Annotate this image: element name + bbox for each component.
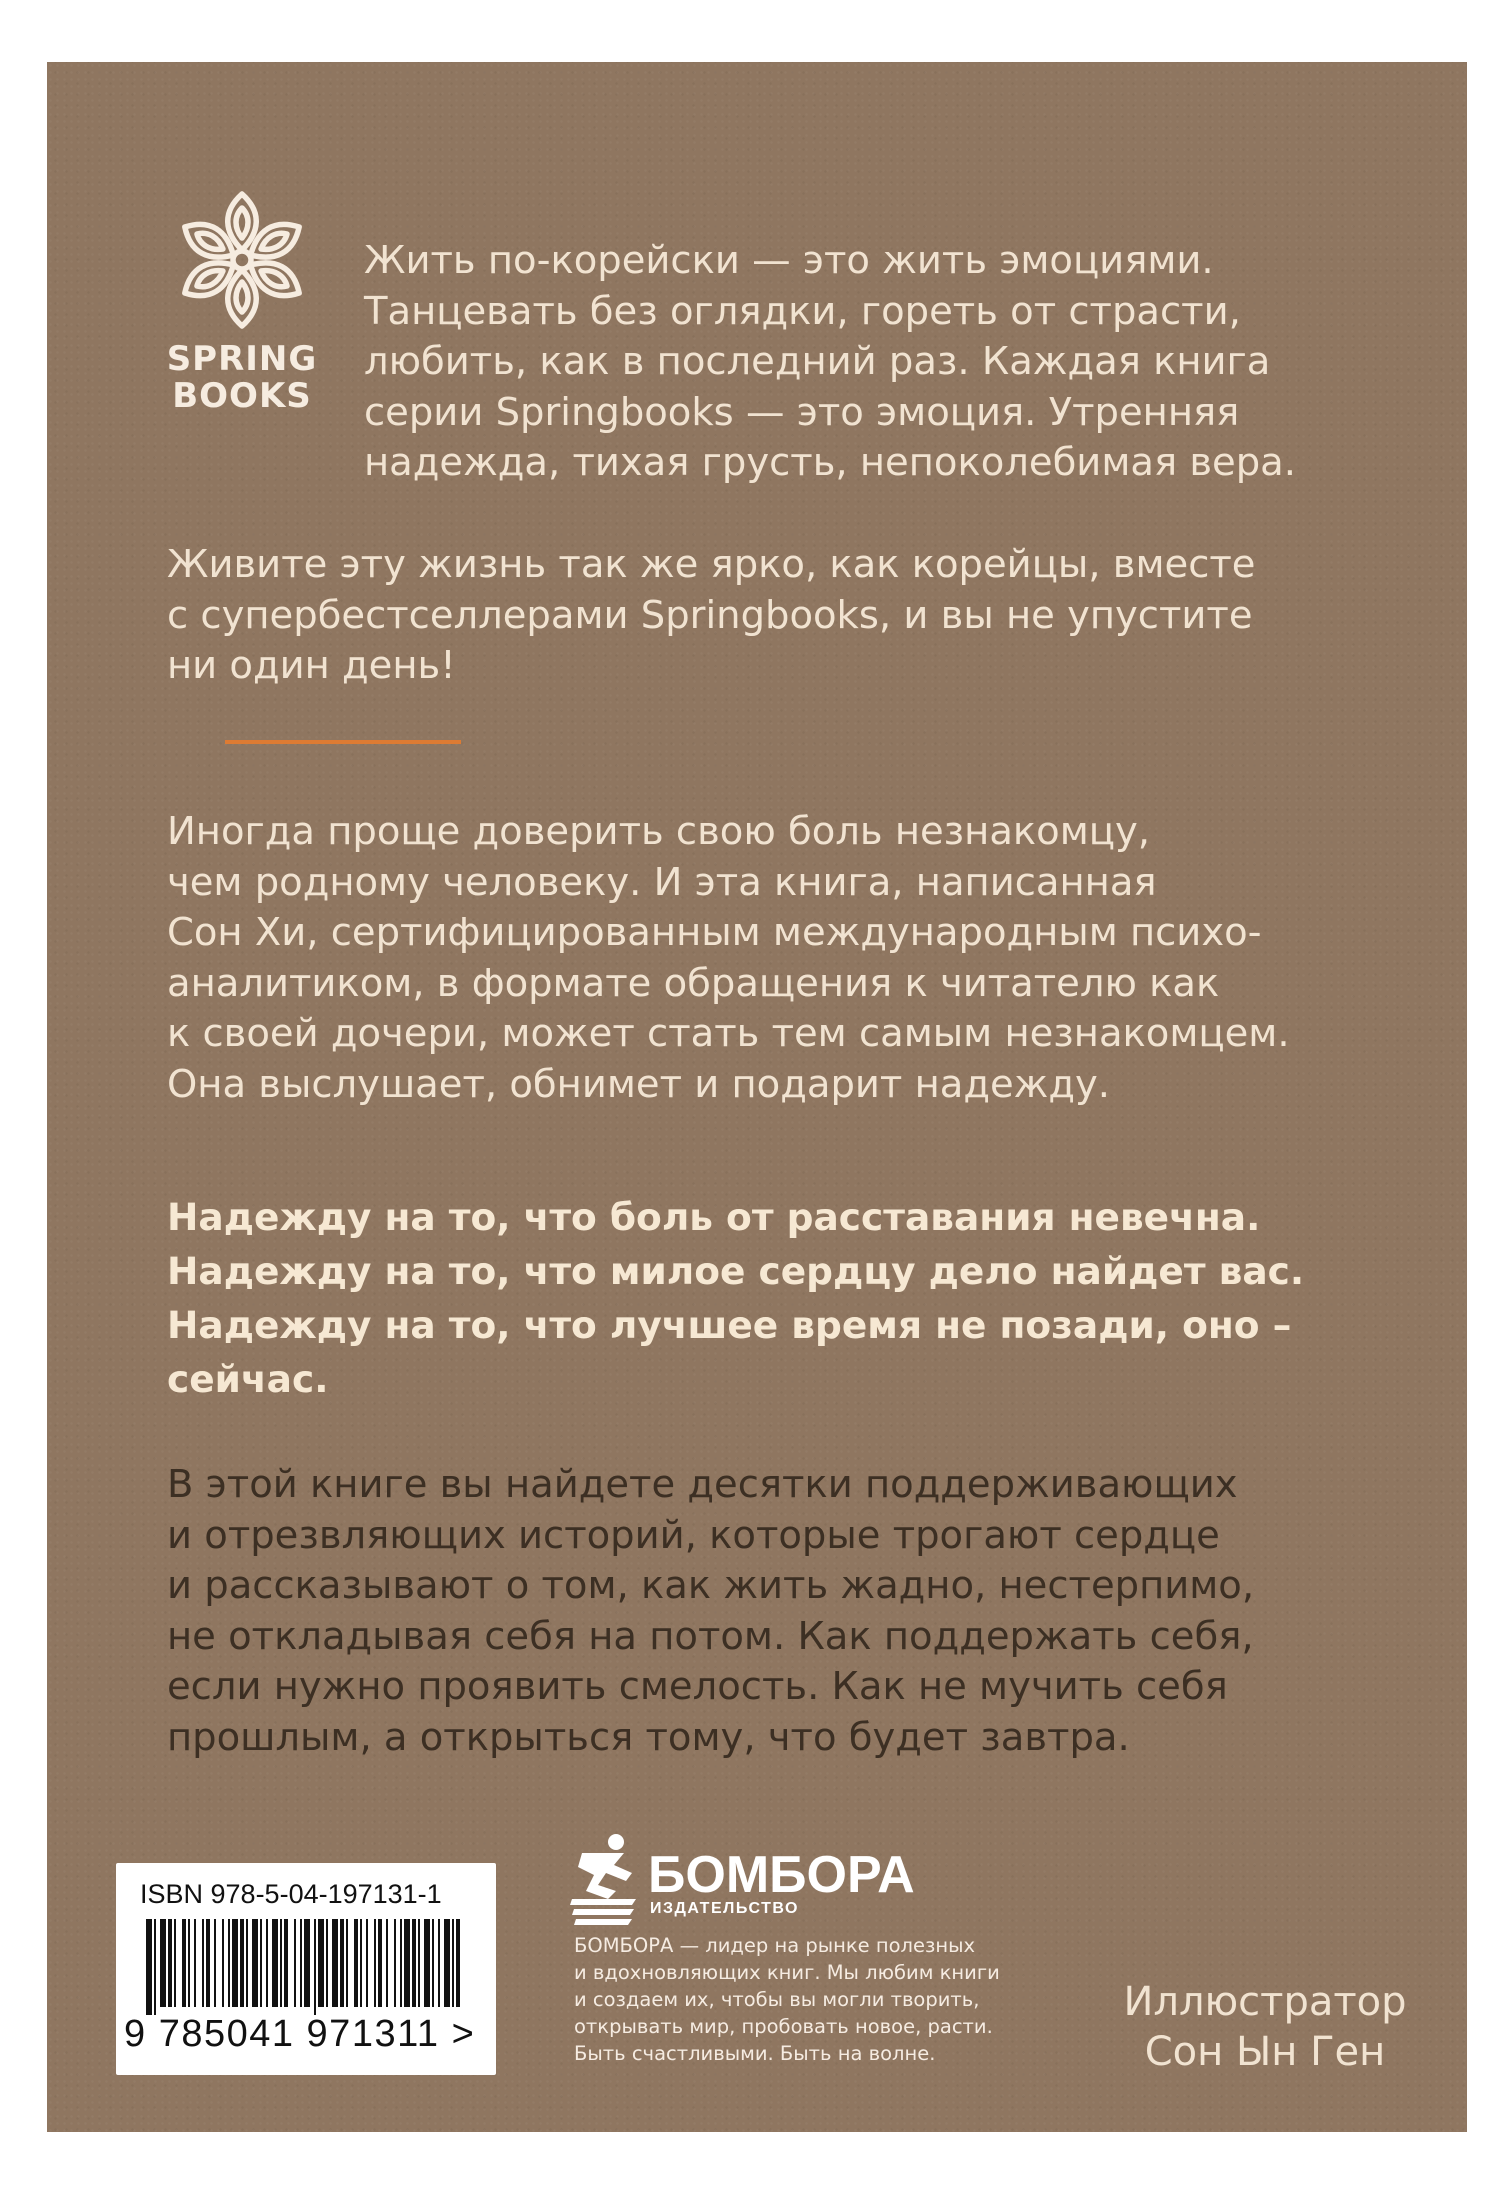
logo-text-line2: BOOKS <box>172 376 312 416</box>
isbn-digits: 9 785041 971311 > <box>124 2013 476 2055</box>
logo-text-line1: SPRING <box>166 339 318 379</box>
springbooks-logo <box>162 185 322 415</box>
orange-divider <box>225 740 461 744</box>
back-cover <box>47 62 1467 2132</box>
isbn-label: ISBN 978-5-04-197131-1 <box>140 1879 442 1909</box>
barcode-icon <box>146 1919 466 2015</box>
intro-paragraph-2: Живите эту жизнь так же ярко, как корейцы, вместе с супербестселлерами Springbooks, и вы не упустите ни один день! <box>167 542 1256 688</box>
flower-emblem-icon <box>167 185 317 335</box>
isbn-barcode-box <box>116 1863 496 2075</box>
publisher-description: БОМБОРА — лидер на рынке полезных и вдохновляющих книг. Мы любим книги и создаем их, чтобы вы могли творить, открывать мир, пробовать новое, расти. Быть счастливыми. Быть на волне. <box>574 1934 1000 2065</box>
intro-paragraph-1: Жить по-корейски — это жить эмоциями. Танцевать без оглядки, гореть от страсти, любить, как в последний раз. Каждая книга серии Springbooks — это эмоция. Утренняя надежда, тихая грусть, непоколебимая вера. <box>364 238 1297 485</box>
publisher-name: БОМБОРА <box>648 1846 915 1904</box>
illustrator-credit: Иллюстратор Сон Ын Ген <box>1123 1979 1407 2075</box>
publisher-subtitle: ИЗДАТЕЛЬСТВО <box>650 1900 799 1917</box>
bombora-runner-logo-icon <box>568 1833 644 1927</box>
description-paragraph-2: В этой книге вы найдете десятки поддерживающих и отрезвляющих историй, которые трогают сердце и рассказывают о том, как жить жадно, нестерпимо, не откладывая себя на потом. Как поддержать себя, если нужно проявить смелость. Как не мучить себя прошлым, а открыться тому, что будет завтра. <box>167 1462 1255 1760</box>
hope-statements: Надежду на то, что боль от расставания невечна. Надежду на то, что милое сердцу дело найдет вас. Надежду на то, что лучшее время не позади, оно – сейчас. <box>167 1195 1305 1401</box>
description-paragraph-1: Иногда проще доверить свою боль незнакомцу, чем родному человеку. И эта книга, написанная Сон Хи, сертифицированным международным психо- аналитиком, в формате обращения к читателю как к своей дочери, может стать тем самым незнакомцем. Она выслушает, обнимет и подарит надежду. <box>167 809 1290 1107</box>
